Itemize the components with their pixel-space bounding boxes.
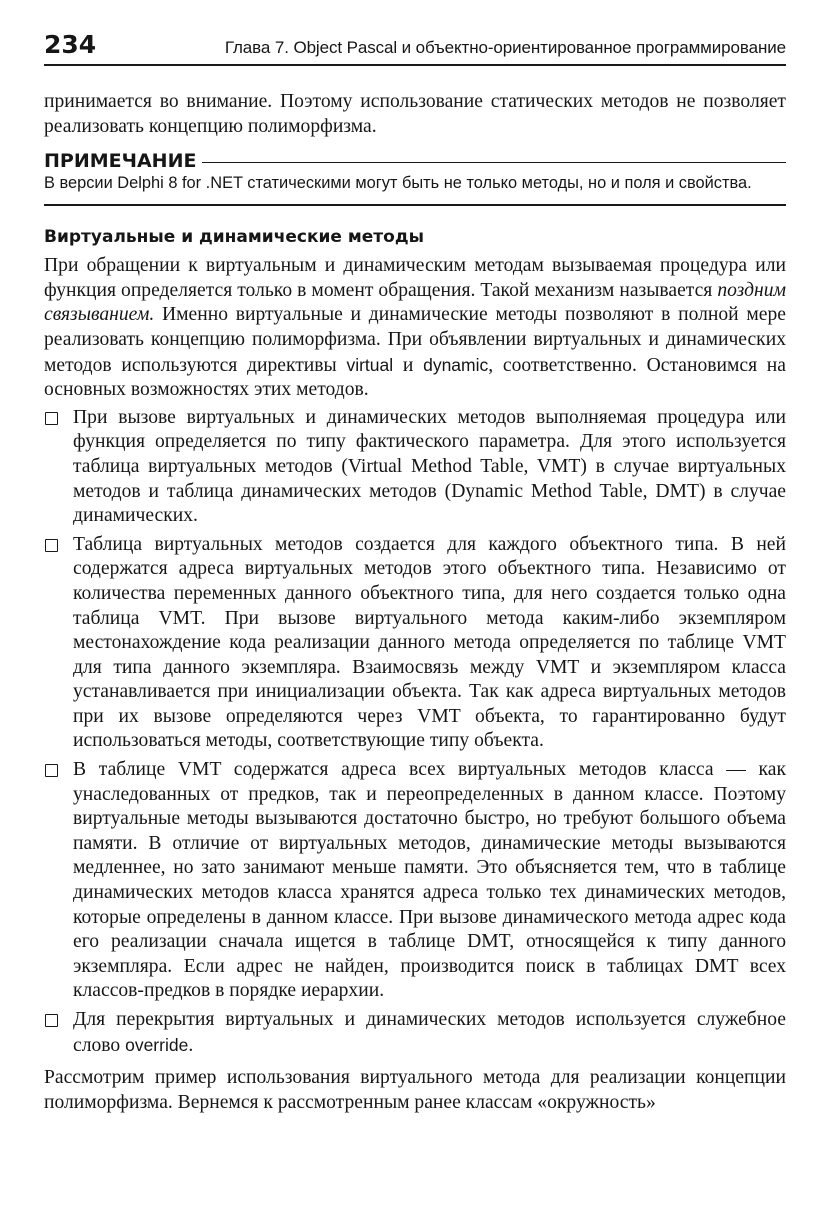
term-late-binding: поздним связыванием. [44, 279, 786, 326]
keyword-virtual: virtual [346, 354, 394, 375]
checkbox-bullet-icon [45, 412, 58, 425]
paragraph-1-part3: и [393, 354, 424, 376]
checkbox-bullet-icon [45, 539, 58, 552]
checkbox-bullet-icon [45, 1014, 58, 1027]
note-box [44, 149, 786, 206]
intro-paragraph: принимается во внимание. Поэтому использование статических методов не позволяет реализовать концепцию полиморфизма. [44, 91, 786, 137]
keyword-dynamic: dynamic [423, 354, 489, 375]
final-paragraph: Рассмотрим пример использования виртуального метода для реализации концепции полиморфизма. Вернемся к рассмотренным ранее классам «окружность» [44, 1067, 786, 1113]
list-item-text-before: Для перекрытия виртуальных и динамических методов используется служебное слово [73, 1009, 786, 1056]
list-item-text-after: . [188, 1034, 194, 1056]
keyword-override: override [125, 1034, 189, 1055]
list-item [44, 1008, 786, 1058]
list-item [44, 406, 786, 529]
paragraph-1 [44, 254, 786, 403]
list-item-text: При вызове виртуальных и динамических методов выполняемая процедура или функция определяется по типу фактического параметра. Для этого используется таблица виртуальных методов (Virtual Method Table, VMT) в случае виртуальных методов и таблица динамических методов (Dynamic Method Table, DMT) в случае динамических. [73, 406, 786, 527]
paragraph-1-part1: При обращении к виртуальным и динамическим методам вызываемая процедура или функция определяется только в момент обращения. Такой механизм называется [44, 255, 786, 301]
note-text: В версии Delphi 8 for .NET статическими могут быть не только методы, но и поля и свойства. [44, 174, 752, 193]
page-number: 234 [44, 30, 97, 59]
note-header [44, 149, 786, 173]
note-title: ПРИМЕЧАНИЕ [44, 150, 197, 173]
paragraph-1-part2: Именно виртуальные и динамические методы позволяют в полной мере реализовать концепцию полиморфизма. При объявлении виртуальных и динамических методов используются директивы [44, 304, 786, 376]
list-item-text: В таблице VMT содержатся адреса всех виртуальных методов класса — как унаследованных от предков, так и переопределенных в данном классе. Поэтому виртуальные методы вызываются достаточно быстро, но требуют большого объема памяти. В отличие от виртуальных методов, динамические методы вызываются медленнее, но зато занимают меньше памяти. Это объясняется тем, что в таблице динамических методов класса хранятся адреса только тех динамических методов, которые определены в данном классе. При вызове динамического метода адрес кода его реализации сначала ищется в таблице DMT, относящейся к типу данного экземпляра. Если адрес не найден, производится поиск в таблицах DMT всех классов-предков в порядке иерархии. [73, 759, 786, 1002]
checkbox-bullet-icon [45, 764, 58, 777]
chapter-title: Глава 7. Object Pascal и объектно-ориентированное программирование [224, 38, 786, 57]
list-item-text: Таблица виртуальных методов создается для каждого объектного типа. В ней содержатся адреса виртуальных методов этого объектного типа. Независимо от количества переменных данного объектного типа, для него создается только одна таблица VMT. При вызове виртуального метода каким-либо экземпляром местонахождение кода реализации данного метода определяется по таблице VMT для типа данного экземпляра. Взаимосвязь между VMT и экземпляром класса устанавливается при инициализации объекта. Так как адреса виртуальных методов при их вызове определяются через VMT объекта, то гарантированно будут использоваться методы, соответствующие типу объекта. [73, 533, 786, 752]
list-item [44, 533, 786, 754]
list-item [44, 758, 786, 1004]
list-item-text [73, 1009, 786, 1056]
note-rule [202, 162, 786, 163]
paragraph-1-part4: , соответственно. Остановимся на основных возможностях этих методов. [44, 354, 786, 401]
page-header [44, 32, 786, 66]
bullet-list [44, 406, 786, 1058]
book-page [44, 32, 786, 1115]
section-title: Виртуальные и динамические методы [44, 227, 424, 248]
